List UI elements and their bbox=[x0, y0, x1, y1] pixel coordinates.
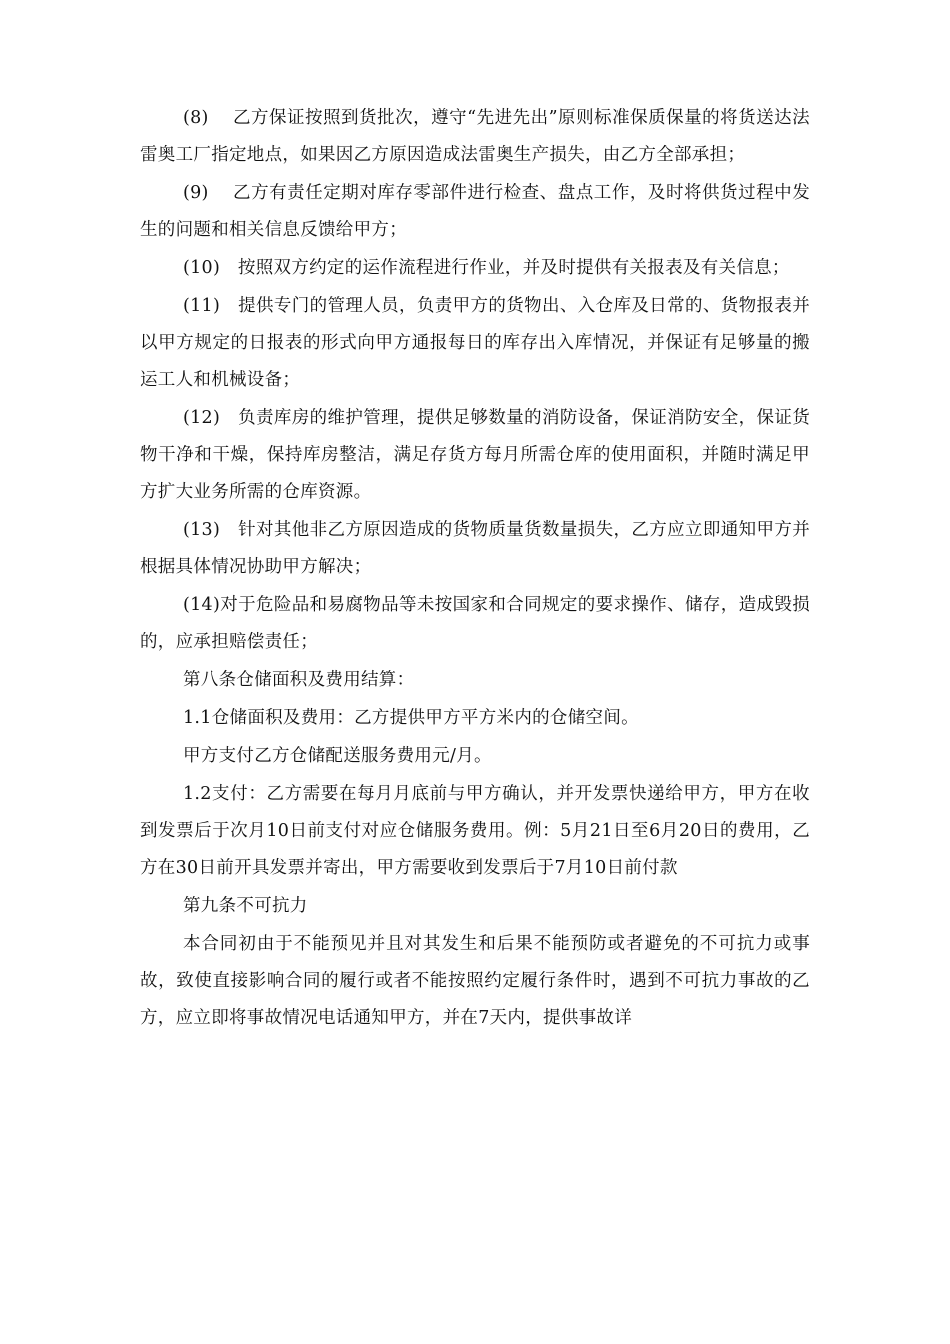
article-9-heading: 第九条不可抗力 bbox=[183, 896, 308, 916]
clause-14-paragraph: (14)对于危险品和易腐物品等未按国家和合同规定的要求操作、储存，造成毁损的，应承担赔偿责任； bbox=[140, 595, 810, 652]
article-8-heading: 第八条仓储面积及费用结算： bbox=[183, 670, 415, 690]
clause-8-paragraph: (8) 乙方保证按照到货批次，遵守“先进先出”原则标准保质保量的将货送达法雷奥工厂指定地点，如果因乙方原因造成法雷奥生产损失，由乙方全部承担； bbox=[140, 108, 810, 165]
clause-11-paragraph: (11) 提供专门的管理人员，负责甲方的货物出、入仓库及日常的、货物报表并以甲方规定的日报表的形式向甲方通报每日的库存出入库情况，并保证有足够量的搬运工人和机械设备； bbox=[140, 296, 810, 390]
clause-12-paragraph: (12) 负责库房的维护管理，提供足够数量的消防设备，保证消防安全，保证货物干净和干燥，保持库房整洁，满足存货方每月所需仓库的使用面积，并随时满足甲方扩大业务所需的仓库资源。 bbox=[140, 408, 810, 502]
storage-area-fee-paragraph: 1.1仓储面积及费用：乙方提供甲方平方米内的仓储空间。 bbox=[183, 708, 639, 728]
force-majeure-paragraph: 本合同初由于不能预见并且对其发生和后果不能预防或者避免的不可抗力或事故，致使直接影响合同的履行或者不能按照约定履行条件时，遇到不可抗力事故的乙方，应立即将事故情况电话通知甲方，并在7天内，提供事故详 bbox=[140, 934, 810, 1028]
payment-terms-paragraph: 1.2支付：乙方需要在每月月底前与甲方确认，并开发票快递给甲方，甲方在收到发票后于次月10日前支付对应仓储服务费用。例：5月21日至6月20日的费用，乙方在30日前开具发票并寄出，甲方需要收到发票后于7月10日前付款 bbox=[140, 784, 810, 878]
monthly-fee-paragraph: 甲方支付乙方仓储配送服务费用元/月。 bbox=[183, 746, 492, 766]
document-page bbox=[140, 100, 810, 1037]
clause-13-paragraph: (13) 针对其他非乙方原因造成的货物质量货数量损失，乙方应立即通知甲方并根据具体情况协助甲方解决； bbox=[140, 520, 810, 577]
clause-9-paragraph: (9) 乙方有责任定期对库存零部件进行检查、盘点工作，及时将供货过程中发生的问题和相关信息反馈给甲方； bbox=[140, 183, 810, 240]
clause-10-paragraph: (10) 按照双方约定的运作流程进行作业，并及时提供有关报表及有关信息； bbox=[183, 258, 790, 278]
